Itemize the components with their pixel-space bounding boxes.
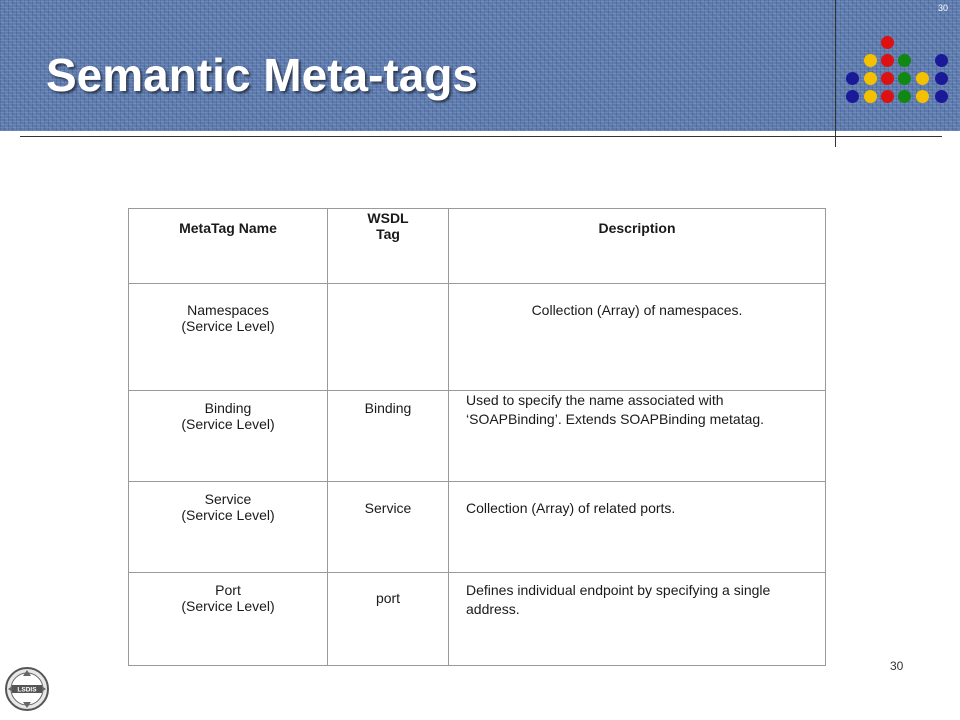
cell-description-text: Used to specify the name associated with ‘SOAPBinding’. Extends SOAPBinding metatag.	[466, 392, 765, 427]
cell-name	[129, 391, 328, 482]
dot-blue-5	[935, 90, 948, 103]
dot-red-4	[881, 90, 894, 103]
table-row	[129, 284, 826, 391]
vertical-divider	[835, 0, 836, 147]
table-row	[129, 573, 826, 666]
page-number: 30	[890, 659, 904, 673]
dot-red-1	[881, 36, 894, 49]
corner-number: 30	[938, 3, 949, 13]
dot-yellow-5	[916, 90, 929, 103]
cell-description	[449, 391, 826, 482]
lsdis-logo	[4, 666, 50, 712]
cell-wsdl	[328, 482, 449, 573]
cell-name-line1: Service	[204, 491, 252, 507]
dot-red-3	[881, 72, 894, 85]
meta-tags-table	[128, 208, 826, 666]
header-wsdl-line1: WSDL	[367, 210, 409, 226]
cell-wsdl	[328, 573, 449, 666]
dot-yellow-1	[864, 54, 877, 67]
cell-name-line2: (Service Level)	[181, 598, 275, 614]
header-description-label: Description	[598, 220, 676, 236]
dot-blue-2	[846, 72, 859, 85]
cell-name	[129, 482, 328, 573]
cell-description	[449, 482, 826, 573]
header-description	[449, 209, 826, 284]
dot-green-3	[898, 90, 911, 103]
cell-name-line1: Binding	[204, 400, 252, 416]
header-metatag-name-label: MetaTag Name	[179, 220, 277, 236]
header-wsdl-line2: Tag	[376, 226, 400, 242]
cell-wsdl-value: Binding	[364, 400, 412, 416]
table-header-row	[129, 209, 826, 284]
cell-name-line1: Namespaces	[187, 302, 269, 318]
dot-red-2	[881, 54, 894, 67]
cell-name-line2: (Service Level)	[181, 318, 275, 334]
cell-wsdl-value: Service	[364, 500, 412, 516]
dot-blue-4	[846, 90, 859, 103]
cell-wsdl	[328, 284, 449, 391]
cell-description	[449, 573, 826, 666]
cell-description	[449, 284, 826, 391]
cell-name-line2: (Service Level)	[181, 507, 275, 523]
table-row	[129, 391, 826, 482]
cell-wsdl-value: port	[375, 590, 401, 606]
cell-name	[129, 284, 328, 391]
cell-name-line2: (Service Level)	[181, 416, 275, 432]
dot-yellow-4	[864, 90, 877, 103]
dot-blue-3	[935, 72, 948, 85]
dot-blue-1	[935, 54, 948, 67]
header-wsdl-tag	[328, 209, 449, 284]
cell-description-text: Defines individual endpoint by specifying a single address.	[466, 582, 771, 617]
cell-name	[129, 573, 328, 666]
cell-description-text: Collection (Array) of namespaces.	[531, 302, 743, 318]
table-row	[129, 482, 826, 573]
dot-yellow-3	[916, 72, 929, 85]
cell-name-line1: Port	[215, 582, 241, 598]
header-metatag-name	[129, 209, 328, 284]
slide-title: Semantic Meta-tags	[46, 49, 479, 101]
title-underline	[20, 136, 942, 137]
cell-description-text: Collection (Array) of related ports.	[466, 500, 676, 516]
dot-green-2	[898, 72, 911, 85]
dot-green-1	[898, 54, 911, 67]
dot-yellow-2	[864, 72, 877, 85]
logo-text: LSDIS	[17, 686, 37, 694]
cell-wsdl	[328, 391, 449, 482]
